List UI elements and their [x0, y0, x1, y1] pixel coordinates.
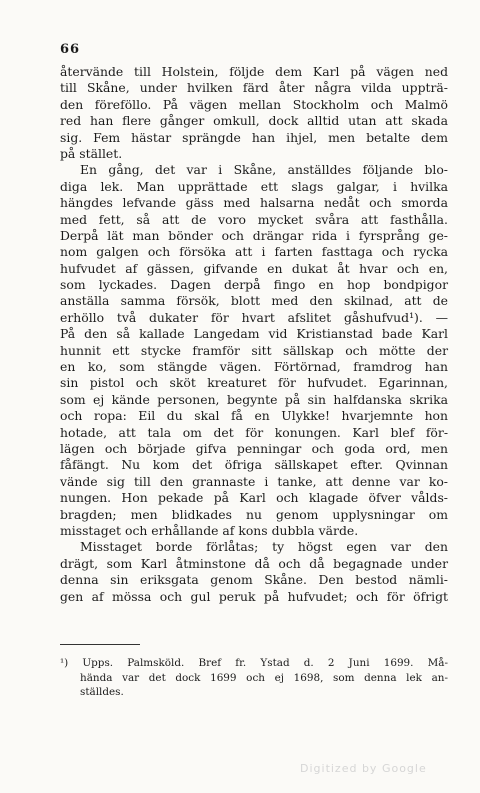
footnote-line: ¹) Upps. Palmsköld. Bref fr. Ystad d. 2 Juni 1699. Må- — [60, 657, 448, 669]
text-line: nungen. Hon pekade på Karl och klagade öfver vålds- — [60, 490, 448, 506]
text-line: med fett, så att de voro mycket svåra att fasthålla. — [60, 211, 448, 227]
text-line: Misstaget borde förlåtas; ty högst egen var den — [80, 539, 448, 555]
text-line: misstaget och erhållande af kons dubbla värde. — [60, 522, 359, 538]
text-line: som lyckades. Dagen derpå fingo en hop bondpigor — [60, 277, 448, 293]
text-line: vände sig till den grannaste i tanke, att denne var ko- — [60, 473, 448, 489]
watermark: Digitized by Google — [300, 762, 427, 775]
page-number: 66 — [60, 42, 81, 57]
text-line: gen af mössa och gul peruk på hufvudet; och för öfrigt — [60, 588, 448, 604]
text-line: denna sin eriksgata genom Skåne. Den bestod nämli- — [60, 572, 448, 588]
text-line: på stället. — [60, 145, 123, 161]
text-line: hufvudet af gässen, gifvande en dukat åt hvar och en, — [60, 260, 448, 276]
text-line: återvände till Holstein, följde dem Karl på vägen ned — [60, 64, 448, 79]
text-line: som ej kände personen, begynte på sin halfdanska skrika — [60, 391, 448, 407]
text-line: sig. Fem hästar sprängde han ihjel, men betalte dem — [60, 129, 448, 145]
text-line: diga lek. Man upprättade ett slags galgar, i hvilka — [60, 178, 448, 194]
text-line: En gång, det var i Skåne, anställdes följande blo- — [80, 162, 448, 178]
text-line: en ko, som stängde vägen. Förtörnad, framdrog han — [60, 359, 448, 375]
text-line: Derpå lät man bönder och drängar rida i fyrsprång ge- — [60, 227, 448, 243]
text-line: erhöllo två dukater för hvart afslitet gåshufvud¹). — — [60, 309, 448, 325]
footnotes — [60, 656, 448, 700]
text-line: hunnit ett stycke framför sitt sällskap och mötte der — [60, 342, 448, 358]
footnote-line: hända var det dock 1699 och ej 1698, som denna lek an- — [80, 671, 448, 684]
text-line: den föreföllo. På vägen mellan Stockholm och Malmö — [60, 96, 448, 112]
text-line: hängdes lefvande gäss med halsarna nedåt och smorda — [60, 195, 448, 211]
text-line: hotade, att tala om det för konungen. Karl blef för- — [60, 424, 448, 440]
text-line: till Skåne, under hvilken färd åter några vilda uppträ- — [60, 80, 448, 96]
text-line: lägen och började gifva penningar och goda ord, men — [60, 440, 448, 456]
text-line: drägt, som Karl åtminstone då och då begagnade under — [60, 555, 448, 571]
text-line: På den så kallade Langedam vid Kristianstad bade Karl — [60, 326, 448, 342]
text-line: bragden; men blidkades nu genom upplysningar om — [60, 506, 448, 522]
text-line: och ropa: Eil du skal få en Ulykke! hvarjemnte hon — [60, 408, 448, 424]
body-text — [60, 64, 448, 605]
text-line: anställa samma försök, blott med den skilnad, att de — [60, 293, 448, 309]
text-line: fåfängt. Nu kom det öfriga sällskapet efter. Qvinnan — [60, 457, 448, 473]
text-line: nom galgen och försöka att i farten fasttaga och rycka — [60, 244, 448, 260]
footnote-line: ställdes. — [80, 686, 124, 698]
footnote-rule — [60, 644, 140, 645]
text-line: sin pistol och sköt kreaturet för hufvudet. Egarinnan, — [60, 375, 448, 391]
text-line: red han flere gånger omkull, dock alltid utan att skada — [60, 113, 448, 129]
